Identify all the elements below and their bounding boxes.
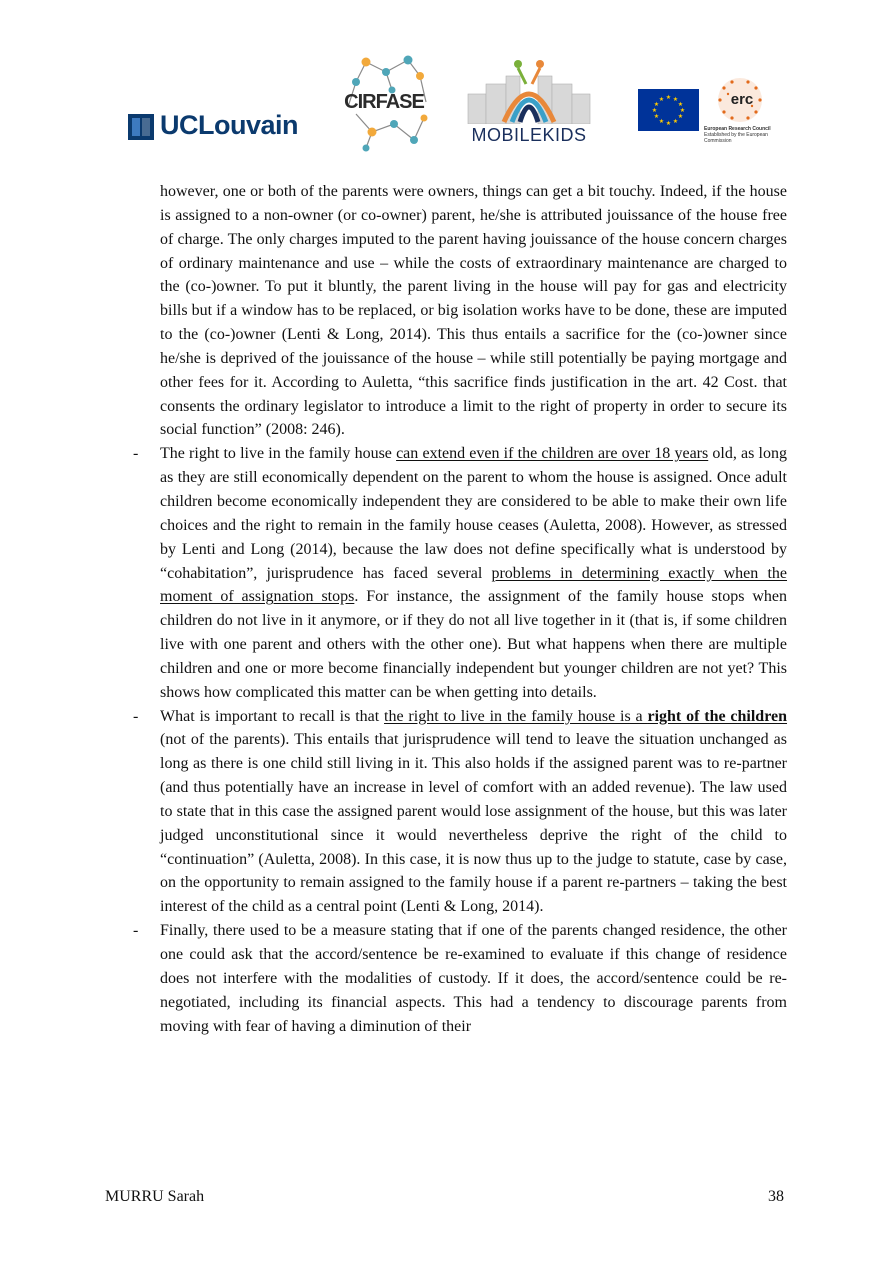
cirfase-logo (336, 52, 432, 152)
erc-subcaption-line: Established by the European Commission (704, 132, 768, 144)
erc-caption (704, 126, 776, 144)
text-run: What is important to recall is that (160, 707, 385, 725)
cirfase-logo-text: CIRFASE (344, 91, 424, 113)
uclouvain-mark-icon (128, 114, 154, 140)
svg-text:★: ★ (672, 118, 679, 125)
svg-text:★: ★ (651, 107, 658, 114)
list-dash: - (133, 707, 139, 725)
list-item (133, 705, 788, 920)
svg-text:★: ★ (672, 96, 679, 103)
uclouvain-logo-text: UCLouvain (160, 110, 299, 140)
svg-text:★: ★ (658, 96, 665, 103)
list-item (133, 919, 787, 1038)
mobilekids-illustration-icon (460, 56, 598, 124)
header-logo-bar (0, 0, 892, 160)
document-body (133, 180, 788, 1038)
mobilekids-logo (460, 56, 598, 146)
text-run: (not of the parents). This entails that jurisprudence will tend to leave the situation unchanged as long as there is one child still living in it. This also holds if the assigned parent was to re-partner (and thus potentially have an increase in level of comfort with an added revenue). The law used to state that in this case the assigned parent would lose assignment of the house, but this was later judged unconstitutional since it would nevertheless deprive the right of the child to “continuation” (Auletta, 2008). In this case, it is now thus up to the judge to statute, case by case, on the opportunity to remain assigned to the family house if a parent re-partners – taking the best interest of the child as a central point (Lenti & Long, 2014). (160, 731, 787, 916)
erc-caption-line: European Research Council (704, 126, 771, 132)
erc-dots-icon (704, 74, 776, 126)
text-run: The right to live in the family house (160, 445, 397, 463)
continuation-paragraph: however, one or both of the parents were owners, things can get a bit touchy. Indeed, if the house is assigned to a non-owner (or co-owner) parent, he/she is attributed jouissance of the house free of charge. The only charges imputed to the parent having jouissance of the house concern charges of ordinary maintenance and use – while the costs of extraordinary maintenance are charged to the (co-)owner. To put it bluntly, the parent living in the house will pay for gas and electricity bills but if a window has to be replaced, or big isolation works have to be done, these are imputed to the (co-)owner (Lenti & Long, 2014). This thus entails a sacrifice for the (co-)owner since he/she is deprived of the jouissance of the house – while still potentially be paying mortgage and other fees for it. According to Auletta, “this sacrifice finds justification in the art. 42 Cost. that consents the ordinary legislator to introduce a limit to the right of property in order to secure its social function” (2008: 246). (160, 183, 787, 439)
text-run: . For instance, the assignment of the family house stops when children do not live in it anymore, or if they do not all live together in it (that is, if some children live with one parent and others with the other one). But what happens when there are multiple children and one or more become financially independent but younger children are not yet? This shows how complicated this matter can be when getting into details. (160, 588, 787, 701)
underlined-text: the right to live in the family house is a (384, 707, 648, 725)
text-run: old, as long as they are still economically dependent on the parent to whom the house is assigned. Once adult children become economically independent they are considered to be able to make their own life choices and the right to remain in the family house ceases (Auletta, 2008). However, as stressed by Lenti and Long (2014), because the law does not define specifically what is understood by “cohabitation”, jurisprudence has faced several (160, 445, 787, 582)
mobilekids-logo-text: MOBILEKIDS (471, 125, 587, 145)
underlined-text: can extend even if the children are over 18 years (396, 445, 709, 463)
list-dash: - (133, 922, 139, 940)
list-item (133, 442, 788, 704)
text-run: Finally, there used to be a measure stating that if one of the parents changed residence, the other one could ask that the accord/sentence be re-examined to evaluate if this change of residence does not interfere with the modalities of custody. If it does, the accord/sentence could be re-negotiated, including its financial aspects. This had a tendency to discourage parents from moving with fear of having a diminution of their (160, 922, 787, 1035)
svg-text:★: ★ (653, 113, 660, 120)
footer-author: MURRU Sarah (105, 1188, 205, 1205)
svg-text:★: ★ (677, 113, 684, 120)
eu-flag-icon (638, 89, 699, 131)
svg-text:★: ★ (665, 94, 672, 101)
svg-text:★: ★ (679, 107, 686, 114)
svg-text:★: ★ (653, 101, 660, 108)
erc-logo-text: erc (730, 91, 754, 108)
erc-logo (704, 74, 776, 142)
underlined-text: problems in determining exactly when the moment of assignation stops (160, 564, 788, 606)
bold-underlined-text: right of the children (647, 707, 788, 725)
page-number: 38 (768, 1188, 784, 1205)
list-dash: - (133, 445, 139, 463)
svg-text:★: ★ (658, 118, 665, 125)
svg-text:★: ★ (665, 120, 672, 127)
svg-text:★: ★ (677, 101, 684, 108)
